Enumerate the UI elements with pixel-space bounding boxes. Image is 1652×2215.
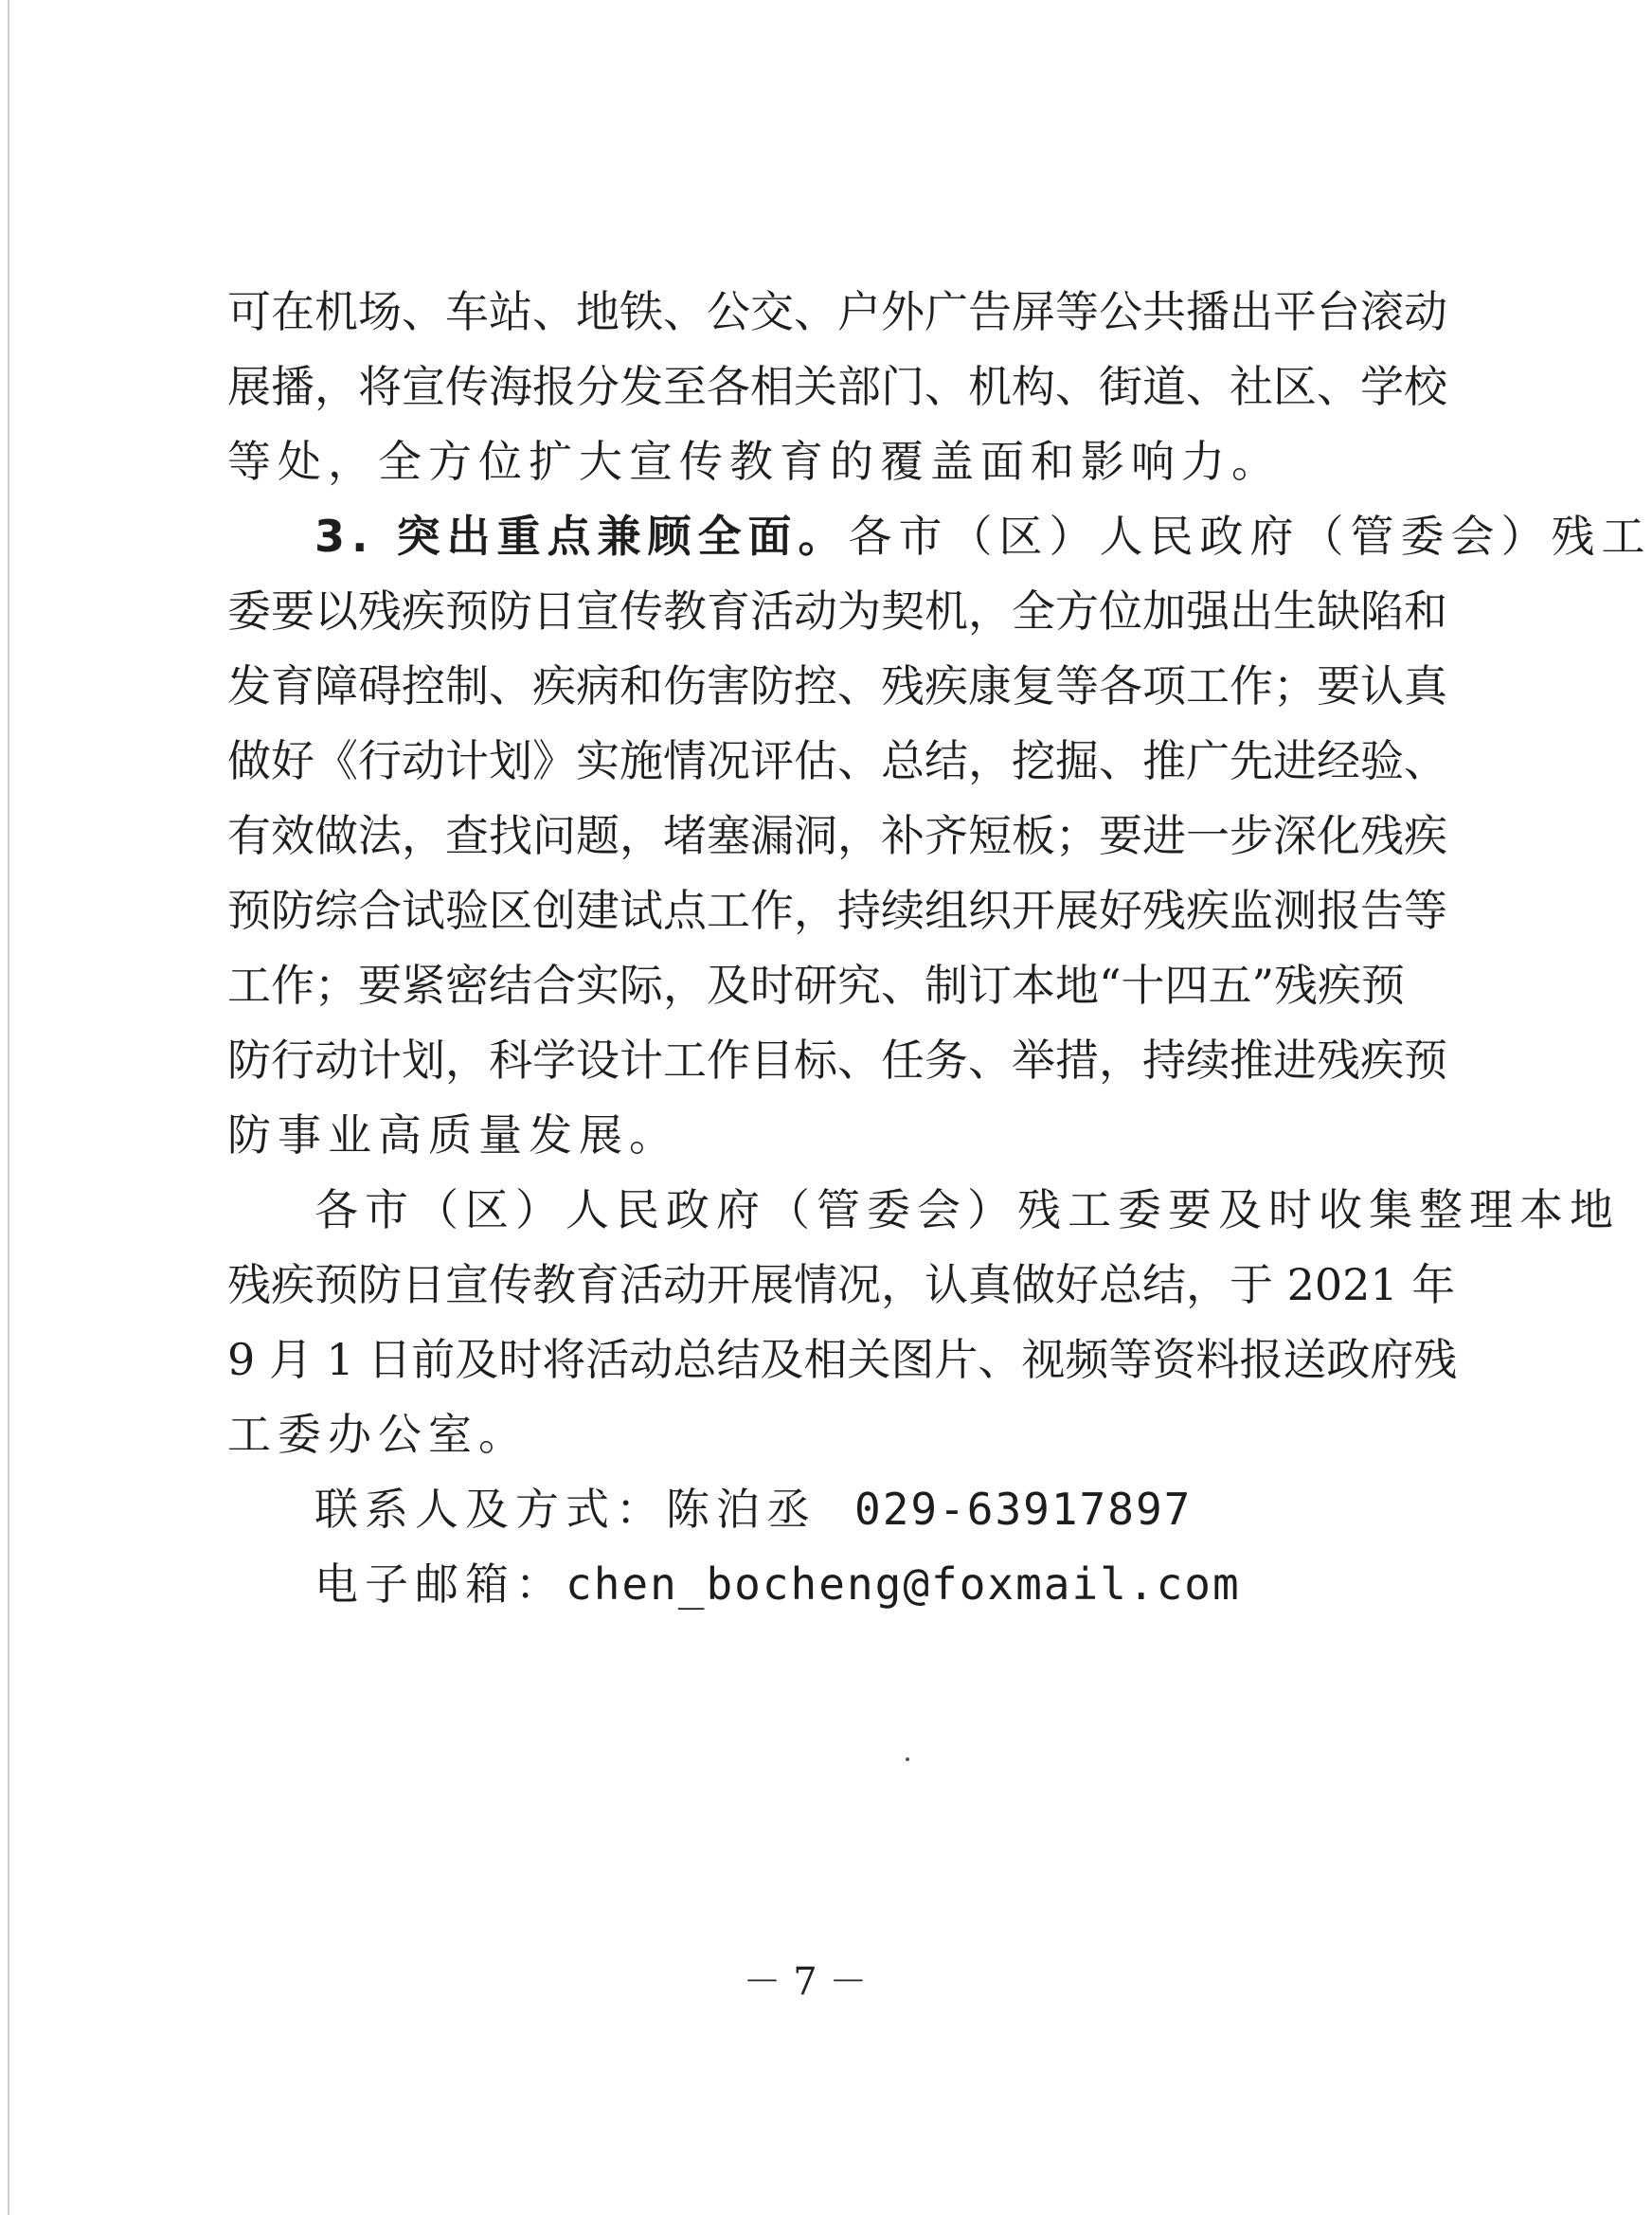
document-body <box>227 275 1652 1622</box>
contact-line <box>227 1472 1391 1547</box>
paragraph-2-line-2: 委要以残疾预防日宣传教育活动为契机，全方位加强出生缺陷和 <box>227 585 1447 637</box>
paragraph-2-line-5: 有效做法，查找问题，堵塞漏洞，补齐短板；要进一步深化残疾 <box>227 810 1447 861</box>
paragraph-3-line-3: 9 月 1 日前及时将活动总结及相关图片、视频等资料报送政府残 <box>227 1334 1458 1385</box>
scan-edge-line <box>8 0 9 2215</box>
paragraph-2-line-1 <box>227 499 1652 574</box>
paragraph-2-line-1-text: 各市（区）人民政府（管委会）残工 <box>848 511 1652 562</box>
paragraph-1-line-1: 可在机场、车站、地铁、公交、户外广告屏等公共播出平台滚动 <box>227 286 1447 337</box>
paragraph-1-line-2: 展播，将宣传海报分发至各相关部门、机构、街道、社区、学校 <box>227 361 1447 412</box>
contact-phone: 029-63917897 <box>854 1484 1193 1535</box>
page-number: － 7 － <box>743 1960 868 2004</box>
paragraph-1-line-3: 等处，全方位扩大宣传教育的覆盖面和影响力。 <box>227 436 1282 487</box>
paragraph-3-line-4: 工委办公室。 <box>227 1409 529 1460</box>
paragraph-3-line-1: 各市（区）人民政府（管委会）残工委要及时收集整理本地 <box>314 1184 1620 1235</box>
contact-email: chen_bocheng@foxmail.com <box>566 1558 1241 1610</box>
email-line <box>227 1547 1391 1622</box>
paragraph-2-line-8: 防行动计划，科学设计工作目标、任务、举措，持续推进残疾预 <box>227 1035 1447 1086</box>
paragraph-2-line-9: 防事业高质量发展。 <box>227 1109 679 1161</box>
paragraph-2-line-3: 发育障碍控制、疾病和伤害防控、残疾康复等各项工作；要认真 <box>227 660 1447 711</box>
paragraph-2-line-7: 工作；要紧密结合实际，及时研究、制订本地“十四五”残疾预 <box>227 960 1406 1011</box>
section-heading: 3. 突出重点兼顾全面。 <box>314 511 849 562</box>
paragraph-3-line-2: 残疾预防日宣传教育活动开展情况，认真做好总结，于 2021 年 <box>227 1259 1456 1310</box>
scan-speck <box>906 1757 909 1761</box>
contact-label: 联系人及方式：陈泊丞 <box>314 1484 817 1535</box>
paragraph-2-line-4: 做好《行动计划》实施情况评估、总结，挖掘、推广先进经验、 <box>227 735 1447 786</box>
paragraph-2-line-6: 预防综合试验区创建试点工作，持续组织开展好残疾监测报告等 <box>227 885 1447 936</box>
email-label: 电子邮箱： <box>314 1558 566 1610</box>
